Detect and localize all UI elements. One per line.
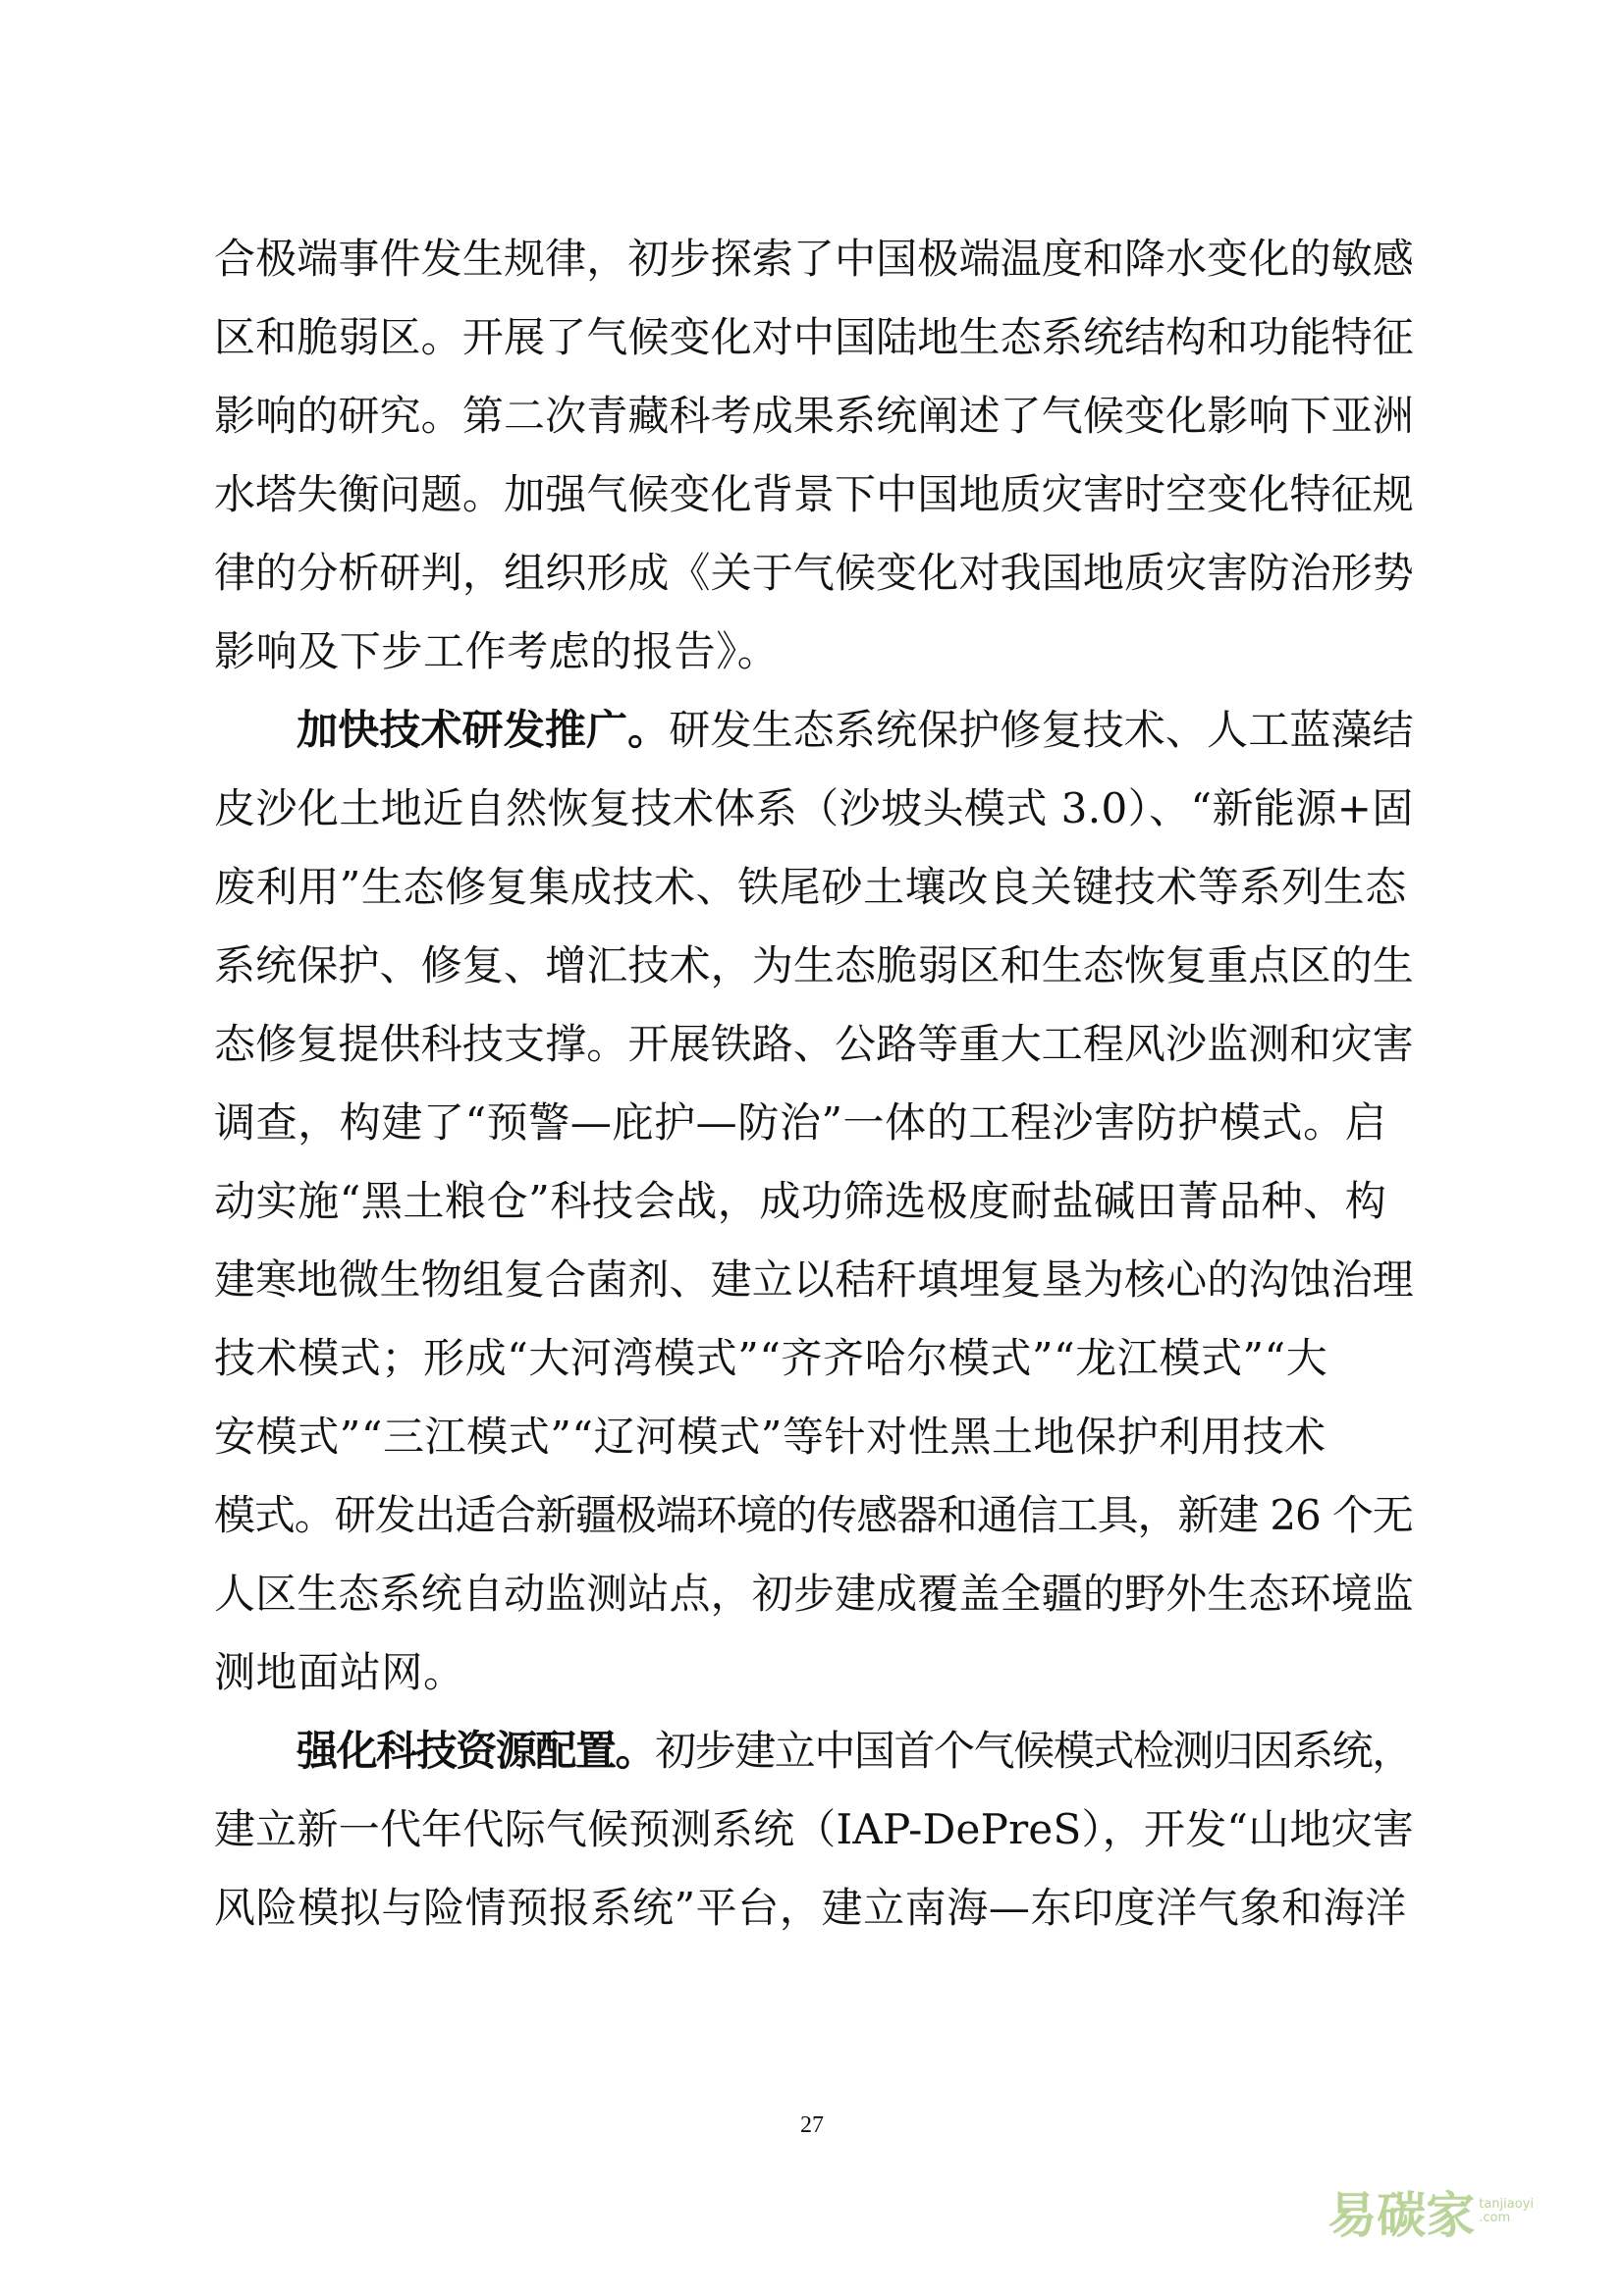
paragraph-2-line-7: 动实施“黑土粮仓”科技会战，成功筛选极度耐盐碱田菁品种、构	[214, 1177, 1387, 1225]
watermark-text: 易碳家	[1327, 2187, 1476, 2244]
paragraph-2-line-6: 调查，构建了“预警—庇护—防治”一体的工程沙害防护模式。启	[214, 1098, 1387, 1147]
paragraph-1-line-1: 合极端事件发生规律，初步探索了中国极端温度和降水变化的敏感	[214, 235, 1414, 283]
watermark-domain	[1479, 2198, 1534, 2225]
paragraph-2-line-4: 系统保护、修复、增汇技术，为生态脆弱区和生态恢复重点区的生	[214, 941, 1414, 989]
paragraph-1-line-5: 律的分析研判，组织形成《关于气候变化对我国地质灾害防治形势	[214, 549, 1414, 597]
paragraph-2-line-5: 态修复提供科技支撑。开展铁路、公路等重大工程风沙监测和灾害	[214, 1020, 1414, 1068]
paragraph-2-line-13: 测地面站网。	[214, 1648, 465, 1696]
paragraph-1-line-4: 水塔失衡问题。加强气候变化背景下中国地质灾害时空变化特征规	[214, 470, 1414, 518]
paragraph-3-heading: 强化科技资源配置。	[297, 1727, 656, 1775]
paragraph-3-line-3: 风险模拟与险情预报系统”平台，建立南海—东印度洋气象和海洋	[214, 1884, 1407, 1932]
paragraph-2-line-1-text: 研发生态系统保护修复技术、人工蓝藻结	[669, 706, 1414, 754]
paragraph-2-line-8: 建寒地微生物组复合菌剂、建立以秸秆填埋复垦为核心的沟蚀治理	[214, 1255, 1414, 1304]
paragraph-3-line-1	[297, 1724, 1414, 1779]
watermark-logo	[1327, 2176, 1534, 2247]
paragraph-1-line-6: 影响及下步工作考虑的报告》。	[214, 627, 780, 675]
paragraph-2-line-12: 人区生态系统自动监测站点，初步建成覆盖全疆的野外生态环境监	[214, 1570, 1414, 1618]
paragraph-3-line-2: 建立新一代年代际气候预测系统（IAP-DePreS），开发“山地灾害	[214, 1805, 1415, 1853]
paragraph-1-line-3: 影响的研究。第二次青藏科考成果系统阐述了气候变化影响下亚洲	[214, 392, 1414, 440]
page-number: 27	[800, 2112, 824, 2138]
paragraph-2-heading: 加快技术研发推广。	[297, 706, 670, 754]
paragraph-2-line-1	[297, 703, 1414, 758]
watermark-domain-1: tanjiaoyi	[1479, 2197, 1534, 2212]
paragraph-3-line-1-text: 初步建立中国首个气候模式检测归因系统，	[655, 1727, 1412, 1775]
paragraph-2-line-3: 废利用”生态修复集成技术、铁尾砂土壤改良关键技术等系列生态	[214, 863, 1407, 911]
paragraph-2-line-9: 技术模式；形成“大河湾模式”“齐齐哈尔模式”“龙江模式”“大	[214, 1334, 1328, 1382]
watermark-domain-2: .com	[1479, 2211, 1511, 2225]
paragraph-2-line-11: 模式。研发出适合新疆极端环境的传感器和通信工具，新建 26 个无	[214, 1491, 1413, 1539]
paragraph-1-line-2: 区和脆弱区。开展了气候变化对中国陆地生态系统结构和功能特征	[214, 313, 1414, 361]
paragraph-2-line-10: 安模式”“三江模式”“辽河模式”等针对性黑土地保护利用技术	[214, 1413, 1326, 1461]
paragraph-2-line-2: 皮沙化土地近自然恢复技术体系（沙坡头模式 3.0）、“新能源+固	[214, 784, 1414, 832]
